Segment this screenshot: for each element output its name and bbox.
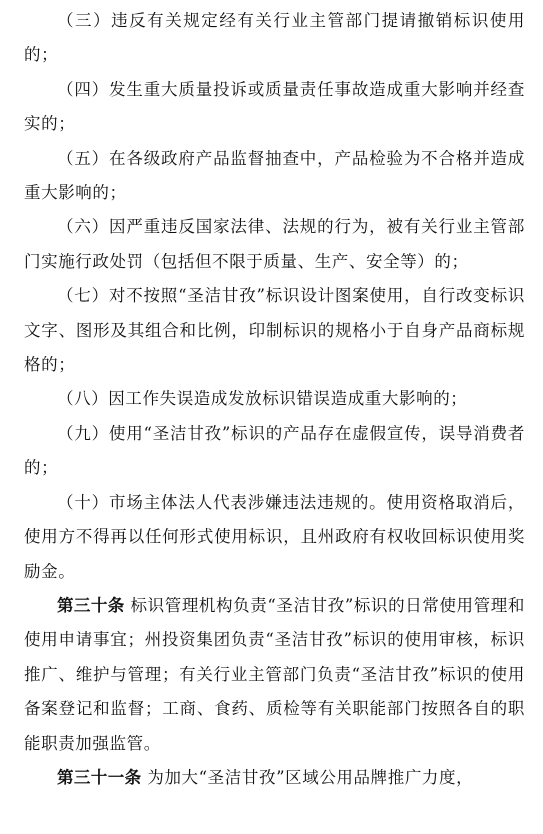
- clause-6: （六）因严重违反国家法律、法规的行为，被有关行业主管部门实施行政处罚（包括但不限于质量、生产、安全等）的；: [24, 217, 525, 271]
- clause-8: （八）因工作失误造成发放标识错误造成重大影响的；: [57, 389, 468, 409]
- article-31-number: 第三十一条: [57, 767, 142, 787]
- clause-4: （四）发生重大质量投诉或质量责任事故造成重大影响并经查实的；: [24, 79, 525, 134]
- article-30-text: 标识管理机构负责“圣洁甘孜”标识的日常使用管理和使用申请事宜；州投资集团负责“圣洁甘孜”标识的使用审核，标识推广、维护与管理；有关行业主管部门负责“圣洁甘孜”标识的使用备案登记和监督；工商、食药、质检等有关职能部门按照各自的职能职责加强监管。: [24, 595, 525, 753]
- article-30-number: 第三十条: [57, 595, 125, 615]
- clause-10: （十）市场主体法人代表涉嫌违法违规的。使用资格取消后，使用方不得再以任何形式使用标识，且州政府有权收回标识使用奖励金。: [24, 492, 525, 581]
- clause-9: （九）使用“圣洁甘孜”标识的产品存在虚假宣传，误导消费者的；: [24, 423, 525, 478]
- article-31-text: 为加大“圣洁甘孜”区域公用品牌推广力度，: [141, 767, 474, 787]
- clause-5: （五）在各级政府产品监督抽查中，产品检验为不合格并造成重大影响的；: [24, 148, 525, 203]
- clause-7: （七）对不按照“圣洁甘孜”标识设计图案使用，自行改变标识文字、图形及其组合和比例，印制标识的规格小于自身产品商标规格的；: [24, 286, 525, 375]
- article-30: [24, 589, 525, 761]
- clause-3: （三）违反有关规定经有关行业主管部门提请撤销标识使用的；: [24, 11, 525, 65]
- article-31: [24, 761, 525, 795]
